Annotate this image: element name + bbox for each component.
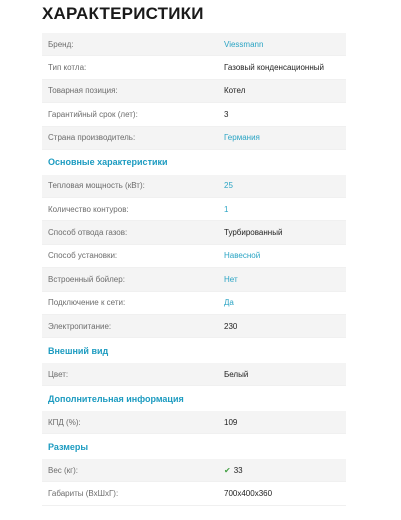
page-title: ХАРАКТЕРИСТИКИ: [42, 4, 204, 23]
spec-label: Бренд:: [48, 39, 74, 49]
spec-value-installation-link[interactable]: Навесной: [224, 251, 261, 261]
spec-label: Вес (кг):: [48, 465, 78, 475]
spec-label: Подключение к сети:: [48, 298, 126, 308]
section-title-extra: Дополнительная информация: [48, 393, 184, 404]
spec-row-exhaust: [42, 221, 346, 244]
spec-label: Количество контуров:: [48, 204, 129, 214]
spec-label: Тепловая мощность (кВт):: [48, 181, 145, 191]
spec-label: Гарантийный срок (лет):: [48, 109, 138, 119]
check-icon: ✔: [224, 465, 231, 475]
spec-value: 109: [224, 417, 238, 427]
spec-label: Встроенный бойлер:: [48, 274, 125, 284]
spec-row-country: [42, 127, 346, 150]
spec-label: Товарная позиция:: [48, 86, 118, 96]
spec-row-circuits: [42, 198, 346, 221]
spec-label: Электропитание:: [48, 321, 112, 331]
spec-row-installation: [42, 245, 346, 268]
spec-value: 700x400x360: [224, 488, 273, 498]
spec-value-heat-output-link[interactable]: 25: [224, 181, 233, 191]
spec-row-efficiency: [42, 411, 346, 434]
spec-row-product-position: [42, 80, 346, 103]
spec-label: Габариты (ВхШхГ):: [48, 488, 119, 498]
spec-value-boiler-builtin-link[interactable]: Нет: [224, 274, 238, 284]
spec-row-network: [42, 292, 346, 315]
section-title-dimensions: Размеры: [48, 441, 89, 452]
spec-value: 230: [224, 321, 238, 331]
spec-value-network-link[interactable]: Да: [224, 298, 234, 308]
spec-label: Тип котла:: [48, 63, 87, 73]
section-title-main: Основные характеристики: [48, 157, 168, 168]
spec-value-circuits-link[interactable]: 1: [224, 204, 229, 214]
spec-label: КПД (%):: [48, 417, 81, 427]
spec-row-dimensions: [42, 482, 346, 505]
spec-row-weight: [42, 459, 346, 482]
spec-label: Способ установки:: [48, 251, 118, 261]
spec-row-power-supply: [42, 315, 346, 338]
spec-value-brand-link[interactable]: Viessmann: [224, 39, 264, 49]
specifications-table: [42, 33, 346, 506]
spec-value-weight: [224, 466, 346, 475]
spec-value-country-link[interactable]: Германия: [224, 133, 260, 143]
spec-label: Страна производитель:: [48, 133, 136, 143]
spec-value: Белый: [224, 369, 249, 379]
spec-value: Газовый конденсационный: [224, 63, 324, 73]
spec-row-warranty: [42, 103, 346, 126]
spec-value: Турбированный: [224, 228, 283, 238]
spec-label: Цвет:: [48, 369, 69, 379]
spec-row-color: [42, 363, 346, 386]
spec-row-heat-output: [42, 175, 346, 198]
section-title-appearance: Внешний вид: [48, 345, 109, 356]
spec-value: Котел: [224, 86, 246, 96]
spec-row-brand: [42, 33, 346, 56]
spec-value: 3: [224, 109, 229, 119]
spec-row-boiler-type: [42, 56, 346, 79]
spec-label: Способ отвода газов:: [48, 228, 128, 238]
spec-row-boiler-builtin: [42, 268, 346, 291]
spec-value: 33: [233, 465, 243, 475]
